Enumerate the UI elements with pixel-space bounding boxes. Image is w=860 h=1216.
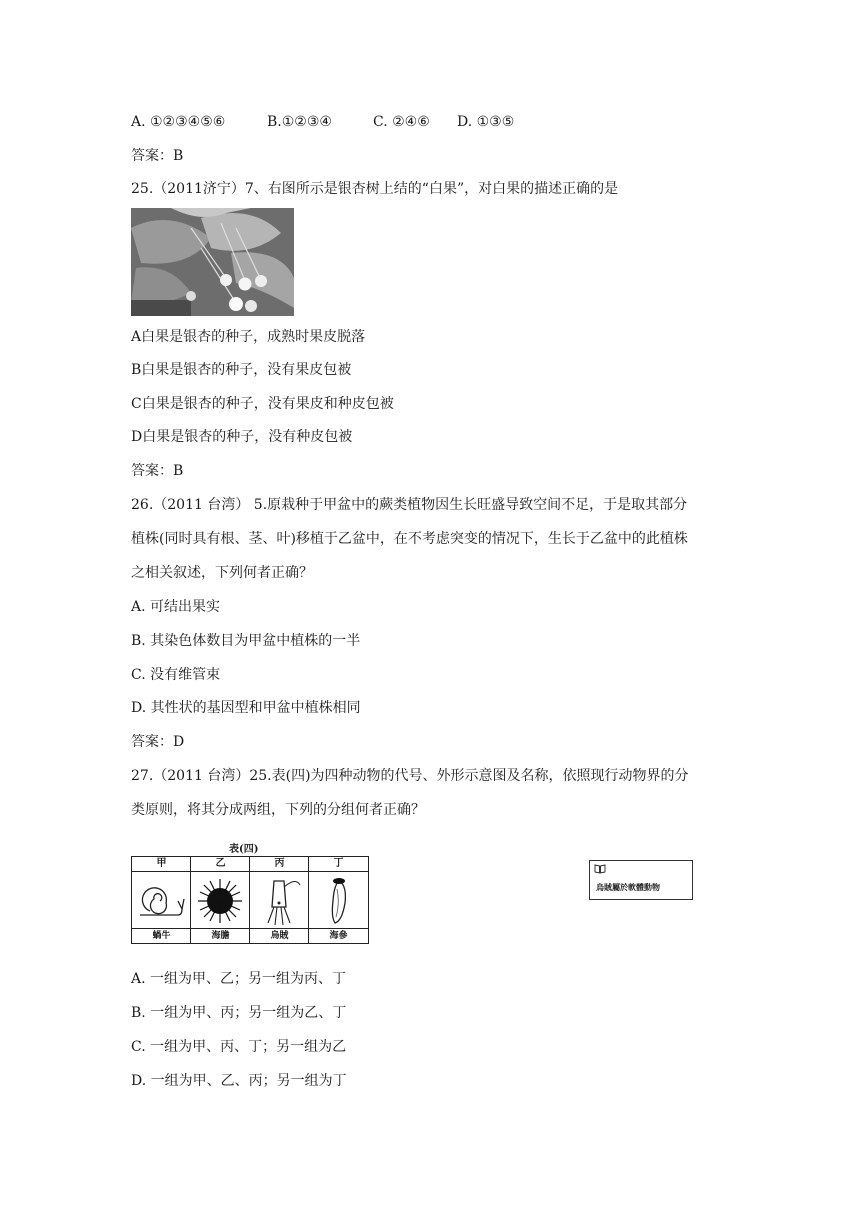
q26-option-a: A. 可结出果实 [131,599,221,615]
q27-option-c: C. 一组为甲、丙、丁；另一组为乙 [131,1039,347,1055]
ginkgo-illustration [131,208,294,316]
q26-option-d: D. 其性状的基因型和甲盆中植株相同 [131,700,361,716]
q25-stem: 25.（2011济宁）7、右图所示是银杏树上结的“白果”，对白果的描述正确的是 [131,181,619,197]
q25-option-b: B白果是银杏的种子，没有果皮包被 [131,362,352,378]
q26-option-b: B. 其染色体数目为甲盆中植株的一半 [131,633,361,649]
q25-option-c: C白果是银杏的种子，没有果皮和种皮包被 [131,396,394,412]
q24-answer: 答案：B [131,148,184,164]
q25-answer: 答案：B [131,463,184,479]
ginkgo-photo [131,208,294,316]
q27-option-d: D. 一组为甲、乙、丙；另一组为丁 [131,1073,347,1089]
animal-table-grid [131,856,369,944]
q26-answer: 答案：D [131,734,185,750]
snail-icon [132,873,191,929]
q26-stem-line-2: 植株(同时具有根、茎、叶)移植于乙盆中，在不考虑突变的情况下，生长于乙盆中的此植株 [131,531,688,547]
note-text: 烏賊屬於軟體動物 [596,882,660,892]
note-box [589,860,693,900]
sea-cucumber-icon [309,873,368,929]
q27-option-b: B. 一组为甲、丙；另一组为乙、丁 [131,1005,347,1021]
table-header-yi: 乙 [215,858,226,869]
q26-option-c: C. 没有维管束 [131,667,221,683]
table-header-bing: 丙 [274,858,285,869]
book-icon [594,864,606,877]
table-header-jia: 甲 [156,858,167,869]
table-name-sea-urchin: 海膽 [211,931,230,941]
q27-stem-line-1: 27.（2011 台湾）25.表(四)为四种动物的代号、外形示意图及名称，依照现行动物界的分 [131,768,689,784]
q24-option-d: D. ①③⑤ [457,114,515,130]
q26-stem-line-1: 26.（2011 台湾） 5.原栽种于甲盆中的蕨类植物因生长旺盛导致空间不足，于是取其部分 [131,497,688,513]
q24-option-c: C. ②④⑥ [373,114,430,130]
sea-urchin-icon [191,873,250,929]
q24-options [131,113,514,131]
table-caption: 表(四) [229,844,259,855]
table-header-ding: 丁 [333,858,344,869]
table-name-squid: 烏賊 [270,931,289,941]
q27-option-a: A. 一组为甲、乙；另一组为丙、丁 [131,971,347,987]
q25-option-a: A白果是银杏的种子，成熟时果皮脱落 [131,329,366,345]
q24-option-a: A. ①②③④⑤⑥ [131,114,226,130]
q26-stem-line-3: 之相关叙述，下列何者正确？ [131,565,313,581]
table-name-sea-cucumber: 海參 [329,931,348,941]
animal-table [131,840,371,950]
table-name-snail: 蝸牛 [152,931,171,941]
q27-stem-line-2: 类原则，将其分成两组，下列的分组何者正确？ [131,802,425,818]
q25-option-d: D白果是银杏的种子，没有种皮包被 [131,429,353,445]
squid-icon [250,873,309,929]
q24-option-b: B.①②③④ [267,114,332,130]
